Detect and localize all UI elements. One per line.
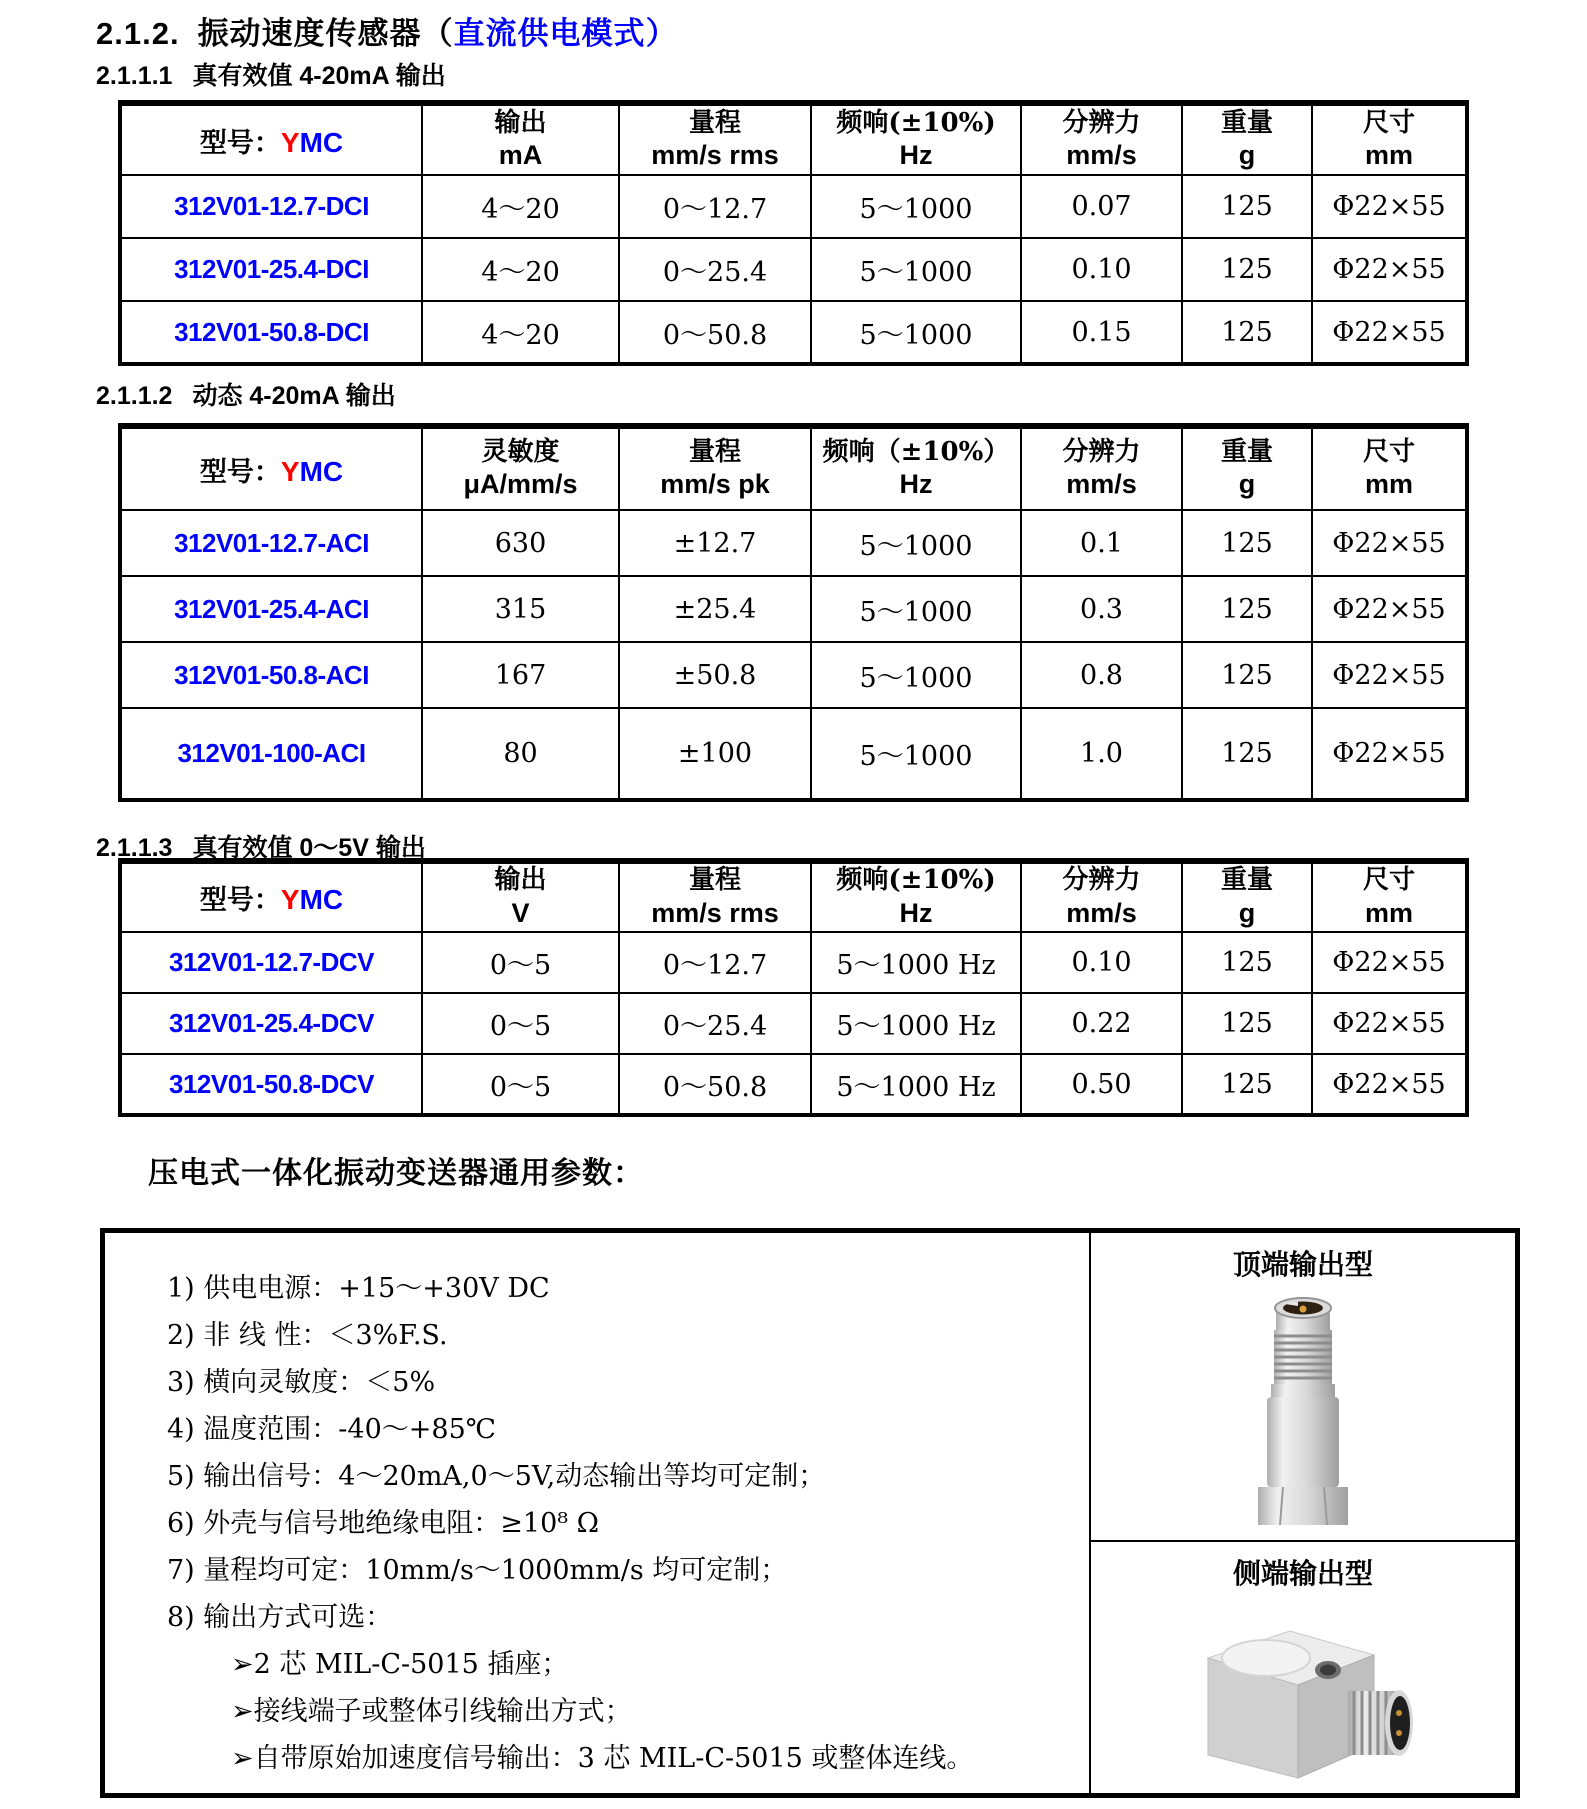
- param-sub-item: ➢接线端子或整体引线输出方式；: [231, 1696, 632, 1727]
- col-unit: mm: [1364, 140, 1413, 171]
- table-row: [120, 993, 1467, 1054]
- top-output-label: 顶端输出型: [1232, 1249, 1373, 1280]
- value-cell: 0.10: [1021, 238, 1182, 301]
- value-cell: 125: [1182, 708, 1312, 800]
- top-output-sensor-image: [1228, 1283, 1378, 1540]
- value-cell: 0～50.8: [619, 301, 811, 364]
- value-cell: Φ22×55: [1312, 932, 1467, 993]
- value-cell: 0～25.4: [619, 993, 811, 1054]
- value-cell: 630: [422, 510, 619, 576]
- brand-letters-mc: MC: [299, 455, 344, 487]
- subheading-title: 真有效值 4-20mA 输出: [192, 62, 446, 90]
- col-header-resolution: [1021, 861, 1182, 932]
- heading-number: 2.1.2.: [96, 16, 180, 51]
- value-cell: 315: [422, 576, 619, 642]
- param-item: 7) 量程均可定：10mm/s～1000mm/s 均可定制；: [167, 1555, 788, 1586]
- value-cell: Φ22×55: [1312, 1054, 1467, 1115]
- value-cell: 5～1000: [811, 238, 1021, 301]
- col-unit: Hz: [899, 897, 933, 928]
- col-label: 灵敏度: [481, 436, 560, 467]
- table-header-row: [120, 103, 1467, 175]
- col-unit: g: [1238, 140, 1256, 171]
- col-label: 重量: [1220, 436, 1273, 467]
- table-header-row: [120, 426, 1467, 510]
- table-row: [120, 708, 1467, 800]
- value-cell: 5～1000 Hz: [811, 932, 1021, 993]
- col-unit: g: [1238, 469, 1256, 500]
- param-item: 4) 温度范围：-40～+85℃: [167, 1414, 496, 1445]
- value-cell: 0～12.7: [619, 932, 811, 993]
- col-label: 尺寸: [1362, 436, 1415, 467]
- value-cell: ±25.4: [619, 576, 811, 642]
- brand-letter-y: Y: [280, 884, 300, 915]
- subheading-true-rms-4-20ma: [96, 56, 446, 92]
- table-dynamic-4-20ma: [118, 423, 1469, 802]
- col-label: 重量: [1220, 107, 1273, 138]
- col-unit: mm/s: [1066, 897, 1137, 928]
- value-cell: 125: [1182, 510, 1312, 576]
- col-header-weight: [1182, 103, 1312, 175]
- col-label: 分辨力: [1062, 436, 1141, 467]
- value-cell: ±100: [619, 708, 811, 800]
- top-output-cell: [1091, 1233, 1515, 1542]
- model-label-prefix: 型号：: [199, 885, 281, 916]
- model-label-prefix: 型号：: [199, 456, 281, 488]
- brand-letters-mc: MC: [299, 884, 344, 915]
- top-output-sensor-drawing: [1228, 1292, 1378, 1532]
- value-cell: 5～1000: [811, 510, 1021, 576]
- value-cell: Φ22×55: [1312, 993, 1467, 1054]
- table-true-rms-0-5v: [118, 858, 1469, 1117]
- table-row: [120, 576, 1467, 642]
- col-unit: g: [1238, 897, 1256, 928]
- col-header-size: [1312, 861, 1467, 932]
- heading-highlight: 直流供电模式: [453, 16, 646, 51]
- value-cell: 0.3: [1021, 576, 1182, 642]
- model-cell: 312V01-25.4-DCI: [120, 238, 422, 301]
- value-cell: 5～1000: [811, 576, 1021, 642]
- value-cell: 125: [1182, 576, 1312, 642]
- col-header-size: [1312, 426, 1467, 510]
- col-header-frequency: [811, 426, 1021, 510]
- table-true-rms-4-20ma: [118, 100, 1469, 366]
- table-row: [120, 510, 1467, 576]
- value-cell: 0～25.4: [619, 238, 811, 301]
- param-item: 3) 横向灵敏度：＜5%: [167, 1367, 436, 1398]
- col-label: 量程: [688, 436, 741, 467]
- value-cell: 125: [1182, 301, 1312, 364]
- subheading-number: 2.1.1.1: [96, 62, 173, 90]
- brand-letters-mc: MC: [299, 126, 344, 158]
- col-label: 量程: [688, 107, 741, 138]
- common-params-heading: 压电式一体化振动变送器通用参数：: [148, 1157, 644, 1190]
- col-unit: μA/mm/s: [463, 469, 578, 500]
- main-heading: [96, 8, 678, 53]
- value-cell: 0～50.8: [619, 1054, 811, 1115]
- model-header-cell: [120, 103, 422, 175]
- value-cell: Φ22×55: [1312, 708, 1467, 800]
- side-output-sensor-image: [1178, 1592, 1428, 1793]
- model-cell: 312V01-50.8-ACI: [120, 642, 422, 708]
- model-cell: 312V01-100-ACI: [120, 708, 422, 800]
- value-cell: 125: [1182, 175, 1312, 238]
- value-cell: 1.0: [1021, 708, 1182, 800]
- table-row: [120, 301, 1467, 364]
- col-unit: Hz: [899, 140, 933, 171]
- col-label: 频响(±10%): [836, 865, 996, 896]
- subheading-dynamic-4-20ma: [96, 376, 396, 412]
- model-cell: 312V01-25.4-DCV: [120, 993, 422, 1054]
- heading-title: 振动速度传感器: [197, 16, 422, 51]
- value-cell: 0～12.7: [619, 175, 811, 238]
- table-row: [120, 175, 1467, 238]
- value-cell: Φ22×55: [1312, 301, 1467, 364]
- side-output-sensor-drawing: [1178, 1603, 1428, 1783]
- value-cell: 5～1000 Hz: [811, 1054, 1021, 1115]
- value-cell: 0.07: [1021, 175, 1182, 238]
- value-cell: 0.10: [1021, 932, 1182, 993]
- value-cell: 0～5: [422, 1054, 619, 1115]
- col-header-frequency: [811, 861, 1021, 932]
- col-label: 分辨力: [1062, 107, 1141, 138]
- col-header-sensitivity: [422, 426, 619, 510]
- value-cell: 5～1000: [811, 642, 1021, 708]
- model-cell: 312V01-50.8-DCV: [120, 1054, 422, 1115]
- params-list: [105, 1233, 1089, 1793]
- table-header-row: [120, 861, 1467, 932]
- value-cell: Φ22×55: [1312, 175, 1467, 238]
- subheading-number: 2.1.1.2: [96, 382, 173, 410]
- value-cell: 5～1000: [811, 301, 1021, 364]
- model-cell: 312V01-12.7-DCI: [120, 175, 422, 238]
- col-header-output: [422, 861, 619, 932]
- value-cell: ±12.7: [619, 510, 811, 576]
- value-cell: 4～20: [422, 238, 619, 301]
- value-cell: ±50.8: [619, 642, 811, 708]
- value-cell: 0.8: [1021, 642, 1182, 708]
- col-label: 频响(±10%): [836, 107, 996, 138]
- param-item: 2) 非 线 性：＜3%F.S.: [167, 1320, 448, 1351]
- value-cell: 4～20: [422, 175, 619, 238]
- heading-paren-open: （: [421, 16, 454, 51]
- model-header-cell: [120, 861, 422, 932]
- model-cell: 312V01-50.8-DCI: [120, 301, 422, 364]
- value-cell: Φ22×55: [1312, 238, 1467, 301]
- param-item: 1) 供电电源：+15～+30V DC: [167, 1273, 550, 1304]
- param-item: 8) 输出方式可选：: [167, 1602, 393, 1633]
- model-cell: 312V01-12.7-ACI: [120, 510, 422, 576]
- value-cell: 0.50: [1021, 1054, 1182, 1115]
- value-cell: 0～5: [422, 993, 619, 1054]
- col-label: 重量: [1220, 865, 1273, 896]
- table-row: [120, 238, 1467, 301]
- sensor-photos-panel: [1089, 1233, 1515, 1793]
- side-output-cell: [1091, 1542, 1515, 1793]
- brand-letter-y: Y: [280, 455, 300, 487]
- col-label: 分辨力: [1062, 865, 1141, 896]
- col-unit: V: [511, 897, 530, 928]
- col-unit: mA: [498, 140, 543, 171]
- col-label: 频响（±10%）: [822, 436, 1010, 467]
- value-cell: 125: [1182, 642, 1312, 708]
- value-cell: 167: [422, 642, 619, 708]
- subheading-number: 2.1.1.3: [96, 834, 173, 862]
- param-item: 6) 外壳与信号地绝缘电阻：≥10⁸ Ω: [167, 1508, 600, 1539]
- col-unit: mm/s pk: [660, 469, 770, 500]
- param-sub-item: ➢2 芯 MIL-C-5015 插座；: [231, 1649, 569, 1680]
- model-cell: 312V01-12.7-DCV: [120, 932, 422, 993]
- value-cell: 0～5: [422, 932, 619, 993]
- value-cell: 5～1000 Hz: [811, 993, 1021, 1054]
- model-label-prefix: 型号：: [199, 127, 281, 159]
- value-cell: 0.15: [1021, 301, 1182, 364]
- col-header-output: [422, 103, 619, 175]
- value-cell: 5～1000: [811, 708, 1021, 800]
- param-sub-item: ➢自带原始加速度信号输出：3 芯 MIL-C-5015 或整体连线。: [231, 1743, 974, 1774]
- col-label: 输出: [494, 107, 547, 138]
- value-cell: Φ22×55: [1312, 576, 1467, 642]
- col-unit: mm: [1364, 469, 1413, 500]
- table-row: [120, 1054, 1467, 1115]
- col-header-size: [1312, 103, 1467, 175]
- value-cell: Φ22×55: [1312, 642, 1467, 708]
- value-cell: 125: [1182, 993, 1312, 1054]
- value-cell: 5～1000: [811, 175, 1021, 238]
- col-unit: Hz: [899, 469, 933, 500]
- value-cell: 125: [1182, 238, 1312, 301]
- col-header-weight: [1182, 426, 1312, 510]
- value-cell: 0.1: [1021, 510, 1182, 576]
- value-cell: 0.22: [1021, 993, 1182, 1054]
- param-item: 5) 输出信号：4～20mA,0～5V,动态输出等均可定制；: [167, 1461, 826, 1492]
- col-unit: mm/s: [1066, 469, 1137, 500]
- brand-letter-y: Y: [280, 126, 300, 158]
- side-output-label: 侧端输出型: [1232, 1558, 1373, 1589]
- col-label: 尺寸: [1362, 107, 1415, 138]
- value-cell: Φ22×55: [1312, 510, 1467, 576]
- value-cell: 125: [1182, 932, 1312, 993]
- value-cell: 125: [1182, 1054, 1312, 1115]
- value-cell: 80: [422, 708, 619, 800]
- col-header-resolution: [1021, 103, 1182, 175]
- col-unit: mm/s rms: [651, 140, 779, 171]
- heading-paren-close: ）: [645, 16, 678, 51]
- col-label: 量程: [688, 865, 741, 896]
- col-header-weight: [1182, 861, 1312, 932]
- col-unit: mm/s: [1066, 140, 1137, 171]
- common-params-box: [100, 1228, 1520, 1798]
- col-label: 尺寸: [1362, 865, 1415, 896]
- model-header-cell: [120, 426, 422, 510]
- col-label: 输出: [494, 865, 547, 896]
- col-header-frequency: [811, 103, 1021, 175]
- subheading-title: 动态 4-20mA 输出: [192, 382, 396, 410]
- col-header-range: [619, 103, 811, 175]
- col-unit: mm/s rms: [651, 897, 779, 928]
- col-header-resolution: [1021, 426, 1182, 510]
- model-cell: 312V01-25.4-ACI: [120, 576, 422, 642]
- table-row: [120, 932, 1467, 993]
- col-header-range: [619, 861, 811, 932]
- col-unit: mm: [1364, 897, 1413, 928]
- subheading-title: 真有效值 0～5V 输出: [192, 834, 426, 862]
- table-row: [120, 642, 1467, 708]
- value-cell: 4～20: [422, 301, 619, 364]
- col-header-range: [619, 426, 811, 510]
